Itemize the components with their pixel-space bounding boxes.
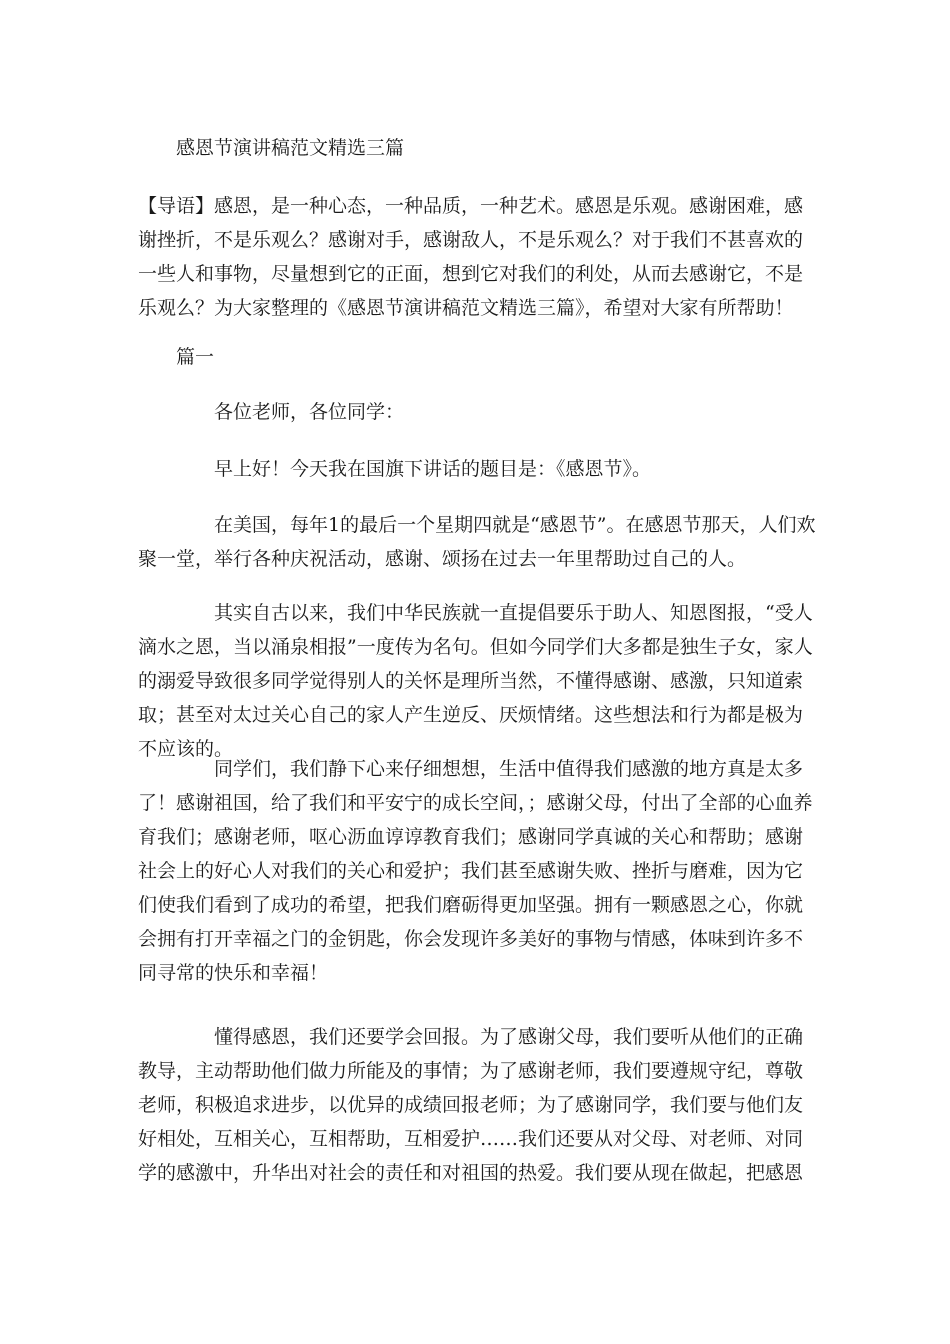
opening-line: 早上好！今天我在国旗下讲话的题目是：《感恩节》。 [214,458,652,480]
intro-paragraph: 【导语】感恩，是一种心态，一种品质，一种艺术。感恩是乐观。感谢困难，感谢挫折，不是乐观么？感谢对手，感谢敌人，不是乐观么？对于我们不甚喜欢的一些人和事物，尽量想到它的正面，想到它对我们的利处，从而去感谢它，不是乐观么？为大家整理的《感恩节演讲稿范文精选三篇》，希望对大家有所帮助！ [138,195,804,319]
body-paragraph: 其实自古以来，我们中华民族就一直提倡要乐于助人、知恩图报，“受人滴水之恩，当以涌泉相报”一度传为名句。但如今同学们大多都是独生子女，家人的溺爱导致很多同学觉得别人的关怀是理所当然，不懂得感谢、感激，只知道索取；甚至对太过关心自己的家人产生逆反、厌烦情绪。这些想法和行为都是极为不应该的。 [138,602,813,760]
greeting-line: 各位老师，各位同学： [214,401,405,423]
body-paragraph: 在美国，每年1的最后一个星期四就是“感恩节”。在感恩节那天，人们欢聚一堂，举行各种庆祝活动，感谢、颂扬在过去一年里帮助过自己的人。 [138,514,816,570]
body-paragraph: 懂得感恩，我们还要学会回报。为了感谢父母，我们要听从他们的正确教导，主动帮助他们做力所能及的事情；为了感谢老师，我们要遵规守纪，尊敬老师，积极追求进步，以优异的成绩回报老师；为了感谢同学，我们要与他们友好相处，互相关心，互相帮助，互相爱护……我们还要从对父母、对老师、对同学的感激中，升华出对社会的责任和对祖国的热爱。我们要从现在做起，把感恩 [138,1026,804,1184]
section-heading: 篇一 [176,346,215,368]
body-paragraph: 同学们，我们静下心来仔细想想，生活中值得我们感激的地方真是太多了！感谢祖国，给了我们和平安宁的成长空间，；感谢父母，付出了全部的心血养育我们；感谢老师，呕心沥血谆谆教育我们；感谢同学真诚的关心和帮助；感谢社会上的好心人对我们的关心和爱护；我们甚至感谢失败、挫折与磨难，因为它们使我们看到了成功的希望，把我们磨砺得更加坚强。拥有一颗感恩之心，你就会拥有打开幸福之门的金钥匙，你会发现许多美好的事物与情感，体味到许多不同寻常的快乐和幸福！ [138,758,813,984]
document-title: 感恩节演讲稿范文精选三篇 [176,137,405,159]
